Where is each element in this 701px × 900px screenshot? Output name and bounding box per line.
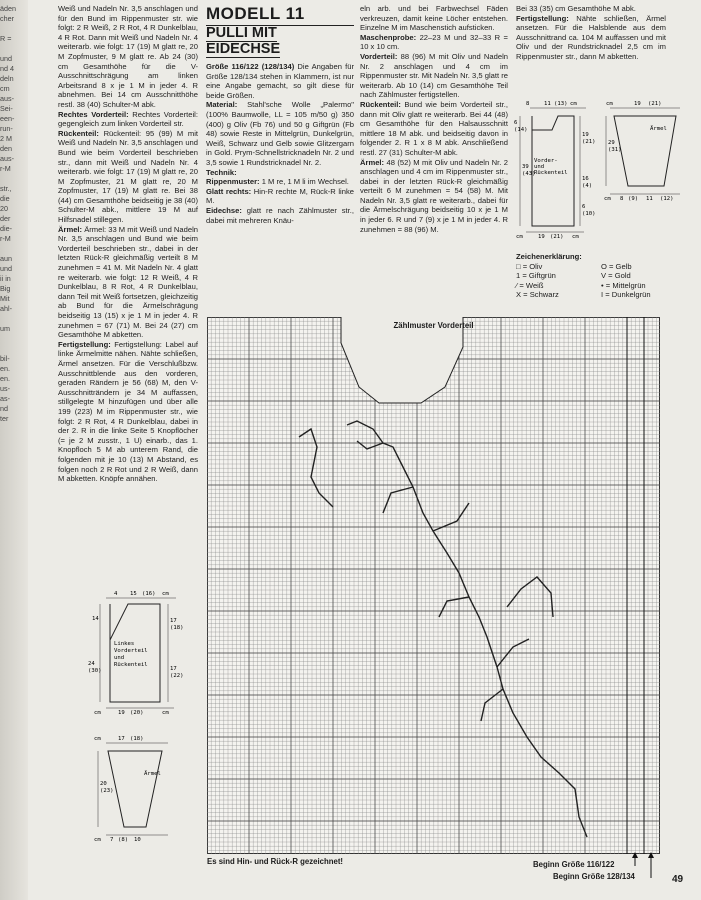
gutter-fragment: äden: [0, 4, 16, 13]
gutter-fragment: [0, 314, 28, 324]
rf-r-2: 16: [582, 176, 589, 182]
gutter-fragment: [0, 44, 28, 54]
instructions-column-2: [206, 62, 354, 317]
rf-in-2: Rückenteil: [534, 170, 568, 176]
gutter-fragment: en.: [0, 364, 10, 373]
rf-l-1: (14): [514, 127, 528, 133]
subtitle-line-2: EIDECHSE: [206, 41, 281, 57]
lf-right-0: 17: [170, 618, 177, 624]
rf-r-0: 19: [582, 132, 589, 138]
lf-top-2: (16): [142, 591, 156, 597]
col1-para-5: Fertigstellung: Fertigstellung: Label auf linke Ärmelmitte nähen. Nähte schließen, Ärmel ansetzen. Für die Verschlußbzw. Ausschnittblende aus den vorderen, geraden Rändern je 56 (68) M, den V-Ausschnitträndern je 34 M auffassen, stillgelegte M hinzufügen und über alle 199 (223) M im Rippenmuster str., wie folgt: 2 R Rot, 4 R Dunkelblau, dabei in der 2. R in die linke Seite 5 Knopflöcher (= je 2 M zusstr., 1 U) einarb., das 1. Knopfloch 5 M ab unterem Rand, die folgenden mit je 10 (13) M Abstand, es folgen noch 2 R Rot und 2 R Weiß, dann M abketten. Knöpfe annähen.: [58, 339, 198, 484]
gutter-fragment: der: [0, 214, 11, 223]
rs-b-4: (12): [660, 196, 674, 202]
rf-r-1: (21): [582, 139, 596, 145]
col3-para: eln arb. und bei Farbwechsel Fäden verkreuzen, damit keine Löcher entstehen. Einzelne M im Maschenstich aufsticken.: [360, 4, 508, 33]
lf-h-0: 24: [88, 661, 95, 667]
legend-item: 1 = Giftgrün: [516, 271, 556, 281]
legend-item: □ = Oliv: [516, 261, 543, 271]
gutter-fragment: um: [0, 324, 10, 333]
lf-top-0: 4: [114, 591, 118, 597]
gutter-fragment: den: [0, 144, 12, 153]
col2-para: Technik:: [206, 167, 237, 177]
schematic-left-front: [88, 590, 188, 715]
legend-item: • = Mittelgrün: [601, 280, 646, 290]
gutter-fragment: die: [0, 194, 10, 203]
gutter-fragment: [0, 334, 28, 344]
gutter-fragment: us-: [0, 384, 10, 393]
ls-b-3: 10: [134, 837, 141, 843]
gutter-fragment: Sei-: [0, 104, 13, 113]
lf-in-2: und: [114, 655, 125, 661]
gutter-fragment: aus-: [0, 94, 14, 103]
gutter-fragment: Big: [0, 284, 11, 293]
gutter-fragment: as-: [0, 394, 10, 403]
rf-b-2: (21): [550, 234, 564, 240]
gutter-fragment: ter: [0, 414, 9, 423]
previous-page-gutter: [0, 0, 28, 900]
lf-b-3: cm: [162, 710, 169, 715]
rf-r-4: 6: [582, 204, 586, 210]
gutter-fragment: [0, 344, 28, 354]
gutter-fragment: ii in: [0, 274, 11, 283]
rf-r-5: (10): [582, 211, 596, 217]
ls-b-1: 7: [110, 837, 114, 843]
chart-grid: [207, 317, 660, 854]
gutter-fragment: r-M: [0, 234, 11, 243]
lf-b-1: 19: [118, 710, 125, 715]
instructions-column-4: [516, 4, 666, 96]
col2-para: Glatt rechts: Hin-R rechte M, Rück-R linke M.: [206, 186, 354, 206]
col2-para: Größe 116/122 (128/134) Die Angaben für Größe 128/134 stehen in Klammern, ist nur eine Angabe gemacht, so gilt diese für beide Größen.: [206, 62, 354, 100]
rf-h-1: (43): [522, 171, 536, 177]
footer-note: Es sind Hin- und Rück-R gezeichnet!: [207, 857, 344, 866]
gutter-fragment: bil-: [0, 354, 10, 363]
legend-title: Zeichenerklärung:: [516, 252, 582, 261]
gutter-fragment: cm: [0, 84, 10, 93]
rf-l-0: 6: [514, 120, 518, 126]
ls-side-1: (23): [100, 788, 114, 794]
gutter-fragment: 2 M: [0, 134, 12, 143]
rf-b-3: cm: [572, 234, 579, 240]
lf-right-2: 17: [170, 666, 177, 672]
col2-para: Rippenmuster: 1 M re, 1 M li im Wechsel.: [206, 177, 349, 187]
rs-b-3: 11: [646, 196, 653, 202]
legend-item: X = Schwarz: [516, 290, 559, 300]
instructions-column-1: [58, 4, 198, 579]
rf-r-3: (4): [582, 183, 593, 189]
lf-top-1: 15: [130, 591, 137, 597]
ls-top-2: (18): [130, 736, 144, 742]
schematic-right-front-back: [514, 100, 600, 242]
rs-side-1: (31): [608, 147, 622, 153]
gutter-fragment: nd 4: [0, 64, 14, 73]
rf-top-3: cm: [570, 101, 577, 107]
col3-para: Rückenteil: Bund wie beim Vorderteil str., dann mit Oliv glatt re weiterarb. Bei 44 (48) cm Gesamthöhe für den Halsausschnitt mittlere 18 M abk. und beidseitig davon in folgender 2. R 1 x 8 M abk. Anschließend restl. 27 (31) Schulter-M abk.: [360, 99, 508, 157]
gutter-fragment: aun: [0, 254, 12, 263]
gutter-fragment: R =: [0, 34, 12, 43]
gutter-fragment: r-M: [0, 164, 11, 173]
rs-b-1: 8: [620, 196, 624, 202]
gutter-fragment: deln: [0, 74, 14, 83]
gutter-fragment: [0, 174, 28, 184]
rf-in-0: Vorder-: [534, 158, 558, 164]
gutter-fragment: een-: [0, 114, 15, 123]
col4-para: Fertigstellung: Nähte schließen, Ärmel ansetzen. Für die Halsblende aus dem Ausschnittrand ca. 104 M auffassen und mit Oliv und der Rundstricknadel 2,5 cm im Rippenmuster str., dann M abketten.: [516, 13, 666, 61]
gutter-fragment: run-: [0, 124, 13, 133]
col3-para: Vorderteil: 88 (96) M mit Oliv und Nadeln Nr. 2 anschlagen und 4 cm im Rippenmuster str. Mit Nadeln Nr. 3,5 glatt re weiterarb. Ab 10 (14) cm Gesamthöhe Teil nach Zählmuster fertigstellen.: [360, 51, 508, 100]
rf-b-0: cm: [516, 234, 523, 240]
gutter-fragment: nd: [0, 404, 8, 413]
size-start-arrows: [628, 852, 658, 882]
gutter-fragment: aus-: [0, 154, 14, 163]
rf-b-1: 19: [538, 234, 545, 240]
rf-top-0: 8: [526, 101, 530, 107]
gutter-fragment: und: [0, 264, 12, 273]
legend-item: O = Gelb: [601, 261, 632, 271]
ls-inner: Ärmel: [144, 771, 161, 777]
ls-side-0: 20: [100, 781, 107, 787]
rs-top-1: 19: [634, 101, 641, 107]
schematic-right-sleeve: [602, 100, 688, 210]
rf-top-2: (13): [554, 101, 568, 107]
page-number: 49: [672, 874, 684, 885]
lf-right-3: (22): [170, 673, 184, 679]
col1-para-3: Rückenteil: Rückenteil: 95 (99) M mit Weiß und Nadeln Nr. 3,5 anschlagen und Bund wie beim Vorderteil beschrieben str., dann mit Weiß und Nadeln Nr. 4 weiterarb. wie folgt: 17 (19) M glatt re, 20 M Zopfmuster, 21 M glatt re, 20 M Zopfmuster, 17 (19) M glatt re. Bei 38 (44) cm Gesamthöhe beidseitig je 38 (40) Schulter-M abk., mittlere 19 M auf Hilfsnadel stillegen.: [58, 128, 198, 225]
lf-h-1: (30): [88, 668, 102, 674]
chart-frame: [208, 318, 660, 854]
size-start-1: Beginn Größe 116/122: [533, 860, 615, 869]
model-subtitle: [206, 26, 354, 58]
gutter-fragment: Mit: [0, 294, 10, 303]
gutter-fragment: ahl-: [0, 304, 12, 313]
gutter-fragment: en.: [0, 374, 10, 383]
legend-item: I = Dunkelgrün: [601, 290, 651, 300]
gutter-fragment: die-: [0, 224, 12, 233]
col1-para-1: Weiß und Nadeln Nr. 3,5 anschlagen und für den Bund im Rippenmuster str. wie folgt: 2 R Weiß, 2 R Rot, 4 R Dunkelblau, 4 R Rot. Dann mit Weiß und Nadeln Nr. 4 weiterarb. wie folgt: 17 (19) M glatt re, 20 M Zopfmuster, 9 M glatt re. Ab 24 (30) cm Gesamthöhe für die V-Ausschnittschrägung am linken Arbeitsrand 8 x je 1 M in jeder 4. R abnehmen. Bei 14 cm Ausschnitthöhe restl. 38 (40) Schulter-M abk.: [58, 4, 198, 109]
ls-b-0: cm: [94, 837, 101, 843]
gutter-fragment: und: [0, 54, 12, 63]
rs-b-0: cm: [604, 196, 611, 202]
col3-para: Maschenprobe: 22–23 M und 32–33 R = 10 x 10 cm.: [360, 32, 508, 52]
rf-in-1: und: [534, 164, 545, 170]
rf-h-0: 39: [522, 164, 529, 170]
lf-b-2: (20): [130, 710, 144, 715]
rs-b-2: (9): [628, 196, 639, 202]
knitting-chart: [207, 317, 660, 854]
ls-b-2: (8): [118, 837, 129, 843]
rs-inner: Ärmel: [650, 126, 667, 132]
col2-para: Eidechse: glatt re nach Zählmuster str., dabei mit mehreren Knäu-: [206, 205, 354, 225]
rs-side-0: 29: [608, 140, 615, 146]
chart-title: Zählmuster Vorderteil: [393, 321, 474, 330]
lf-b-0: cm: [94, 710, 101, 715]
gutter-fragment: [0, 24, 28, 34]
legend-item: V = Gold: [601, 271, 631, 281]
lf-left-0: 14: [92, 616, 99, 622]
size-start-2: Beginn Größe 128/134: [553, 872, 635, 881]
model-title: MODELL 11: [206, 4, 354, 26]
lf-in-1: Vorderteil: [114, 648, 148, 654]
gutter-fragment: str.,: [0, 184, 12, 193]
gutter-fragment: 20: [0, 204, 8, 213]
instructions-column-3: [360, 4, 508, 316]
gutter-fragment: [0, 244, 28, 254]
legend-item: ⁄ = Weiß: [516, 280, 544, 290]
ls-top-0: cm: [94, 736, 101, 742]
lf-right-1: (18): [170, 625, 184, 631]
rf-top-1: 11: [544, 101, 551, 107]
symbol-legend: [516, 252, 686, 300]
ls-top-1: 17: [118, 736, 125, 742]
gutter-fragment: cher: [0, 14, 14, 23]
rs-top-2: (21): [648, 101, 662, 107]
lf-top-3: cm: [162, 591, 169, 597]
col4-para: Bei 33 (35) cm Gesamthöhe M abk.: [516, 4, 636, 13]
lf-in-3: Rückenteil: [114, 662, 148, 668]
col2-para: Material: Stahl'sche Wolle „Palermo" (100% Baumwolle, LL = 105 m/50 g) 350 (400) g Oliv (Fb 76) und 50 g Giftgrün (Fb 48) sowie Reste in Mittelgrün, Dunkelgrün, Weiß, Schwarz und Gelb sowie Glitzergarn in Gold. Prym-Schnellstricknadeln Nr. 2 und 3,5 sowie 1 Rundstricknadel Nr. 2.: [206, 100, 354, 167]
lf-in-0: Linkes: [114, 641, 135, 647]
col1-para-4: Ärmel: Ärmel: 33 M mit Weiß und Nadeln Nr. 3,5 anschlagen und Bund wie beim Vorderteil beschrieben str., dabei in der letzten Rück-R gleichmäßig verteilt 8 M zunehmen = 41 M. Mit Nadeln Nr. 4 glatt re weiterarb. wie folgt: 12 R Weiß, 4 R Dunkelblau, 8 R Rot, 4 R Dunkelblau, dann Teil mit Weiß fortsetzen, gleichzeitig ab Bund für die Ärmelschrägung beidseitig 13 (15) x je 1 M in jeder 4. R zunehmen = 67 (71) M. Bei 24 (27) cm Gesamthöhe M abketten.: [58, 224, 198, 340]
col3-para: Ärmel: 48 (52) M mit Oliv und Nadeln Nr. 2 anschlagen und 4 cm im Rippenmuster str., dabei in der letzten Rück-R gleichmäßig verteilt 6 M zunehmen = 54 (58) M. Mit Nadeln Nr. 3,5 glatt re weiterarb., dabei für die Ärmelschrägung beidseitig 10 x je 1 M in jeder 6. R und 7 (9) x je 1 M in jeder 4. R zunehmen = 88 (96) M.: [360, 157, 508, 234]
subtitle-line-1: PULLI MIT: [206, 25, 277, 41]
col1-para-2: Rechtes Vorderteil: Rechtes Vorderteil: gegengleich zum linken Vorderteil str.: [58, 109, 198, 129]
rs-top-0: cm: [606, 101, 613, 107]
schematic-left-sleeve: [88, 735, 188, 845]
